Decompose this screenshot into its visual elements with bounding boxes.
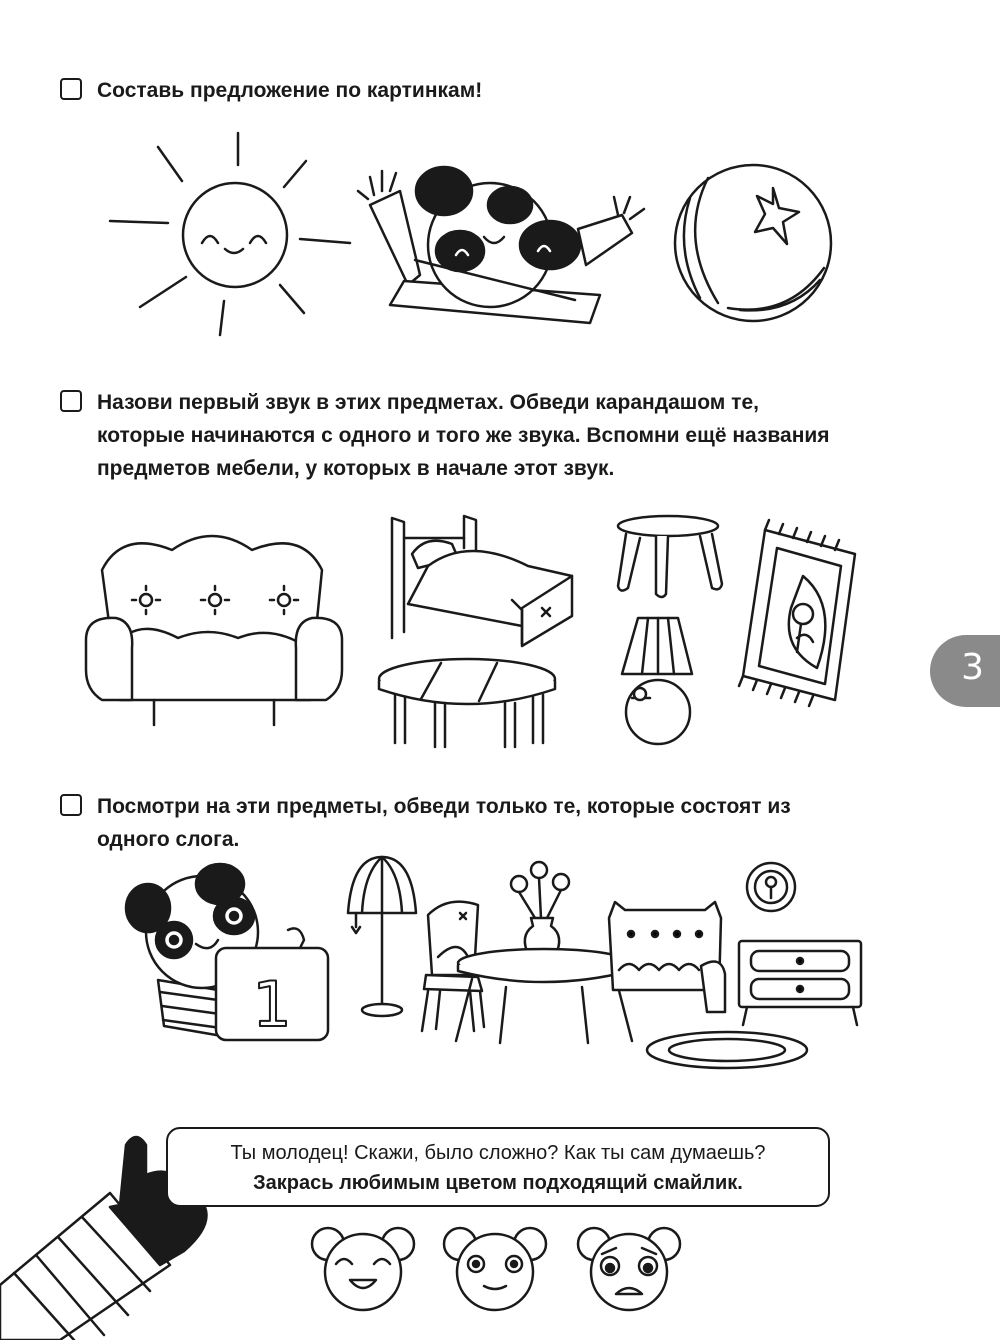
floor-lamp-picture bbox=[342, 855, 422, 1020]
wall-mirror-picture bbox=[744, 860, 799, 915]
task-2-text bbox=[97, 386, 920, 485]
sun-picture bbox=[110, 125, 360, 345]
feedback-instruction: Закрась любимым цветом подходящий смайлик. bbox=[253, 1172, 743, 1194]
task-1-text bbox=[97, 74, 920, 107]
rug-picture bbox=[735, 520, 865, 710]
small-armchair-picture bbox=[605, 890, 735, 1020]
task-2-line: предметов мебели, у которых в начале этот звук. bbox=[97, 457, 615, 480]
task-3-line: одного слога. bbox=[97, 828, 240, 851]
bed-picture bbox=[382, 508, 582, 648]
page-number-tab bbox=[930, 635, 1000, 707]
task-2-line: Назови первый звук в этих предметах. Обведи карандашом те, bbox=[97, 391, 759, 414]
task-3-checkbox[interactable] bbox=[60, 794, 82, 816]
smiley-neutral[interactable] bbox=[440, 1222, 550, 1312]
table-lamp-picture bbox=[618, 612, 698, 747]
armchair-picture bbox=[80, 520, 350, 730]
task-2-checkbox[interactable] bbox=[60, 390, 82, 412]
feedback-question: Ты молодец! Скажи, было сложно? Как ты сам думаешь? bbox=[230, 1142, 766, 1164]
chest-of-drawers-picture bbox=[735, 935, 865, 1030]
panda-waving-picture bbox=[360, 155, 655, 335]
task-3 bbox=[60, 790, 920, 856]
task-2 bbox=[60, 386, 920, 485]
smiley-sad[interactable] bbox=[574, 1222, 684, 1312]
task-1-checkbox[interactable] bbox=[60, 78, 82, 100]
feedback-bubble bbox=[166, 1127, 830, 1207]
task-3-text bbox=[97, 790, 920, 856]
task-1-line: Составь предложение по картинкам! bbox=[97, 79, 483, 102]
oval-rug-picture bbox=[642, 1025, 812, 1075]
smiley-happy[interactable] bbox=[308, 1222, 418, 1312]
task-1 bbox=[60, 74, 920, 107]
panda-with-card-picture bbox=[118, 860, 343, 1050]
task-2-line: которые начинаются с одного и того же звука. Вспомни ещё названия bbox=[97, 424, 830, 447]
page-number: 3 bbox=[961, 647, 984, 688]
ball-picture bbox=[668, 158, 838, 328]
oval-table-picture bbox=[375, 655, 560, 750]
stool-picture bbox=[612, 512, 727, 602]
card-number: 1 bbox=[252, 968, 292, 1041]
task-3-line: Посмотри на эти предметы, обведи только те, которые состоят из bbox=[97, 795, 791, 818]
